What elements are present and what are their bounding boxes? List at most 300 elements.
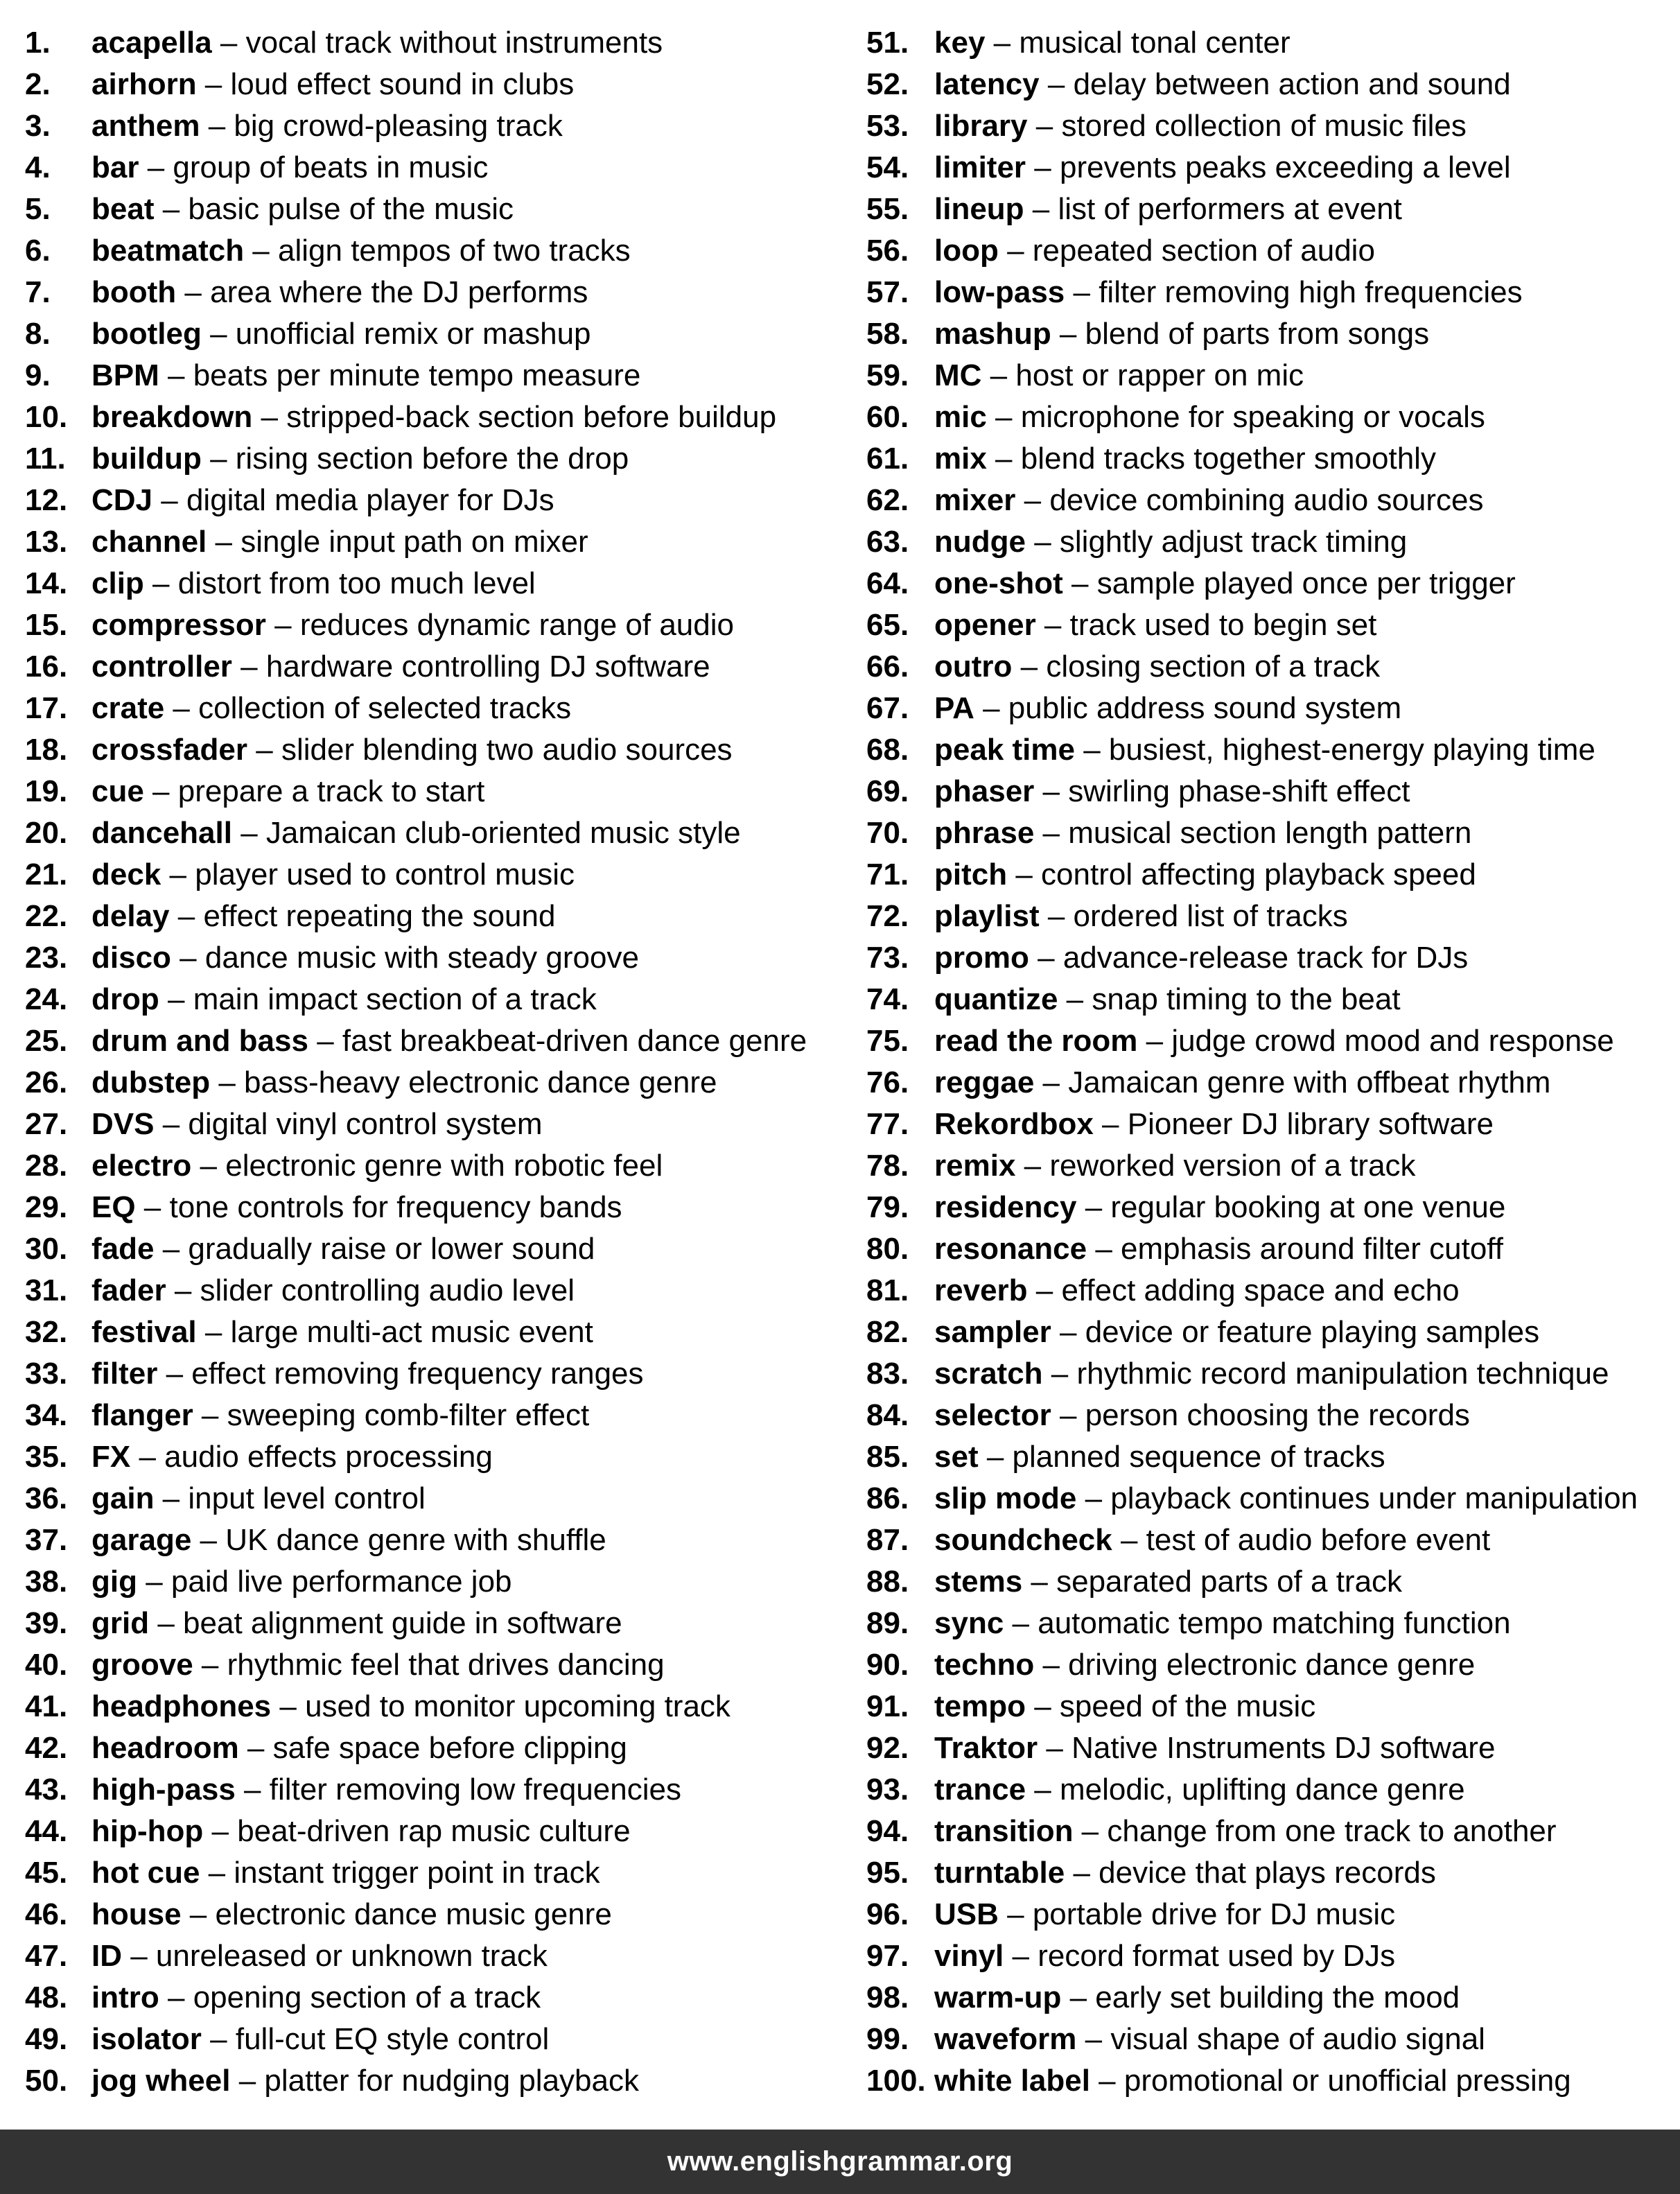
entry-definition: prevents peaks exceeding a level (1059, 150, 1511, 184)
glossary-entry (25, 854, 843, 896)
glossary-entry (866, 397, 1680, 438)
glossary-column-right (866, 22, 1680, 2102)
entry-separator: – (207, 525, 241, 559)
entry-number: 71. (866, 857, 909, 891)
entry-number: 72. (866, 899, 909, 933)
glossary-entry (866, 1686, 1680, 1727)
entry-term: trance (934, 1773, 1026, 1806)
entry-term: beatmatch (91, 234, 245, 268)
entry-number: 12. (25, 483, 68, 517)
glossary-entry (25, 272, 843, 313)
entry-number: 36. (25, 1481, 68, 1515)
entry-number: 68. (866, 733, 909, 767)
entry-separator: – (1073, 1814, 1108, 1848)
entry-separator: – (152, 483, 186, 517)
entry-term: house (91, 1897, 182, 1931)
entry-term: isolator (91, 2022, 202, 2056)
entry-number: 55. (866, 192, 909, 226)
glossary-entry (25, 64, 843, 105)
entry-definition: filter removing high frequencies (1099, 275, 1523, 309)
entry-term: fade (91, 1232, 155, 1266)
entry-definition: loud effect sound in clubs (230, 67, 575, 101)
entry-term: bootleg (91, 317, 202, 351)
entry-term: beat (91, 192, 155, 226)
entry-separator: – (176, 275, 211, 309)
entry-definition: snap timing to the beat (1092, 982, 1401, 1016)
glossary-entry (25, 1811, 843, 1852)
glossary-entry (866, 563, 1680, 604)
entry-definition: blend of parts from songs (1085, 317, 1430, 351)
entry-separator: – (1025, 525, 1060, 559)
glossary-entry (866, 688, 1680, 729)
entry-definition: reworked version of a track (1049, 1149, 1416, 1183)
entry-definition: musical tonal center (1019, 26, 1290, 60)
glossary-entry (866, 604, 1680, 646)
glossary-entry (866, 1894, 1680, 1935)
entry-number: 24. (25, 982, 68, 1016)
entry-separator: – (1076, 2022, 1111, 2056)
entry-term: bar (91, 150, 139, 184)
entry-term: sync (934, 1606, 1004, 1640)
entry-number: 94. (866, 1814, 909, 1848)
entry-number: 35. (25, 1440, 68, 1474)
entry-definition: slightly adjust track timing (1059, 525, 1408, 559)
entry-separator: – (1112, 1523, 1146, 1557)
entry-term: remix (934, 1149, 1016, 1183)
entry-separator: – (252, 400, 287, 434)
entry-term: festival (91, 1315, 197, 1349)
entry-number: 11. (25, 442, 66, 476)
entry-number: 1. (25, 26, 51, 60)
entry-number: 53. (866, 109, 909, 143)
entry-separator: – (154, 192, 189, 226)
entry-separator: – (1034, 1065, 1069, 1099)
entry-separator: – (1022, 1565, 1057, 1599)
entry-definition: rhythmic record manipulation technique (1076, 1357, 1609, 1391)
entry-number: 7. (25, 275, 51, 309)
entry-definition: sweeping comb-filter effect (227, 1398, 590, 1432)
entry-definition: Jamaican club-oriented music style (265, 816, 741, 850)
entry-definition: effect adding space and echo (1061, 1273, 1460, 1307)
entry-number: 2. (25, 67, 51, 101)
entry-separator: – (1058, 982, 1092, 1016)
entry-definition: judge crowd mood and response (1171, 1024, 1614, 1058)
entry-definition: host or rapper on mic (1015, 358, 1304, 392)
entry-term: crossfader (91, 733, 248, 767)
entry-definition: paid live performance job (170, 1565, 512, 1599)
entry-separator: – (154, 1481, 189, 1515)
glossary-entry (25, 2019, 843, 2060)
glossary-entry (866, 1187, 1680, 1228)
glossary-entry (25, 1145, 843, 1187)
entry-definition: swirling phase-shift effect (1068, 774, 1410, 808)
entry-number: 30. (25, 1232, 68, 1266)
entry-separator: – (1051, 1315, 1085, 1349)
entry-term: FX (91, 1440, 131, 1474)
entry-number: 46. (25, 1897, 68, 1931)
entry-number: 69. (866, 774, 909, 808)
entry-term: set (934, 1440, 979, 1474)
entry-term: EQ (91, 1190, 136, 1224)
glossary-entry (866, 2019, 1680, 2060)
entry-number: 47. (25, 1939, 68, 1973)
entry-separator: – (986, 400, 1021, 434)
entry-number: 63. (866, 525, 909, 559)
entry-definition: speed of the music (1059, 1689, 1316, 1723)
glossary-entry (866, 272, 1680, 313)
entry-definition: UK dance genre with shuffle (225, 1523, 606, 1557)
entry-term: latency (934, 67, 1040, 101)
entry-definition: Native Instruments DJ software (1071, 1731, 1496, 1765)
entry-term: controller (91, 650, 232, 684)
entry-number: 95. (866, 1856, 909, 1890)
entry-term: dubstep (91, 1065, 211, 1099)
entry-separator: – (1051, 317, 1085, 351)
entry-term: hot cue (91, 1856, 200, 1890)
glossary-entry (866, 729, 1680, 771)
entry-definition: fast breakbeat-driven dance genre (342, 1024, 807, 1058)
entry-number: 75. (866, 1024, 909, 1058)
entry-number: 93. (866, 1773, 909, 1806)
entry-separator: – (998, 1897, 1033, 1931)
entry-definition: automatic tempo matching function (1038, 1606, 1511, 1640)
entry-separator: – (1034, 1648, 1069, 1682)
entry-separator: – (1087, 1232, 1121, 1266)
entry-separator: – (1015, 483, 1050, 517)
entry-definition: safe space before clipping (272, 1731, 627, 1765)
entry-term: fader (91, 1273, 166, 1307)
glossary-entry (866, 1811, 1680, 1852)
entry-number: 50. (25, 2064, 68, 2098)
entry-separator: – (1065, 1856, 1099, 1890)
entry-separator: – (1024, 192, 1058, 226)
glossary-entry (25, 1312, 843, 1353)
entry-number: 64. (866, 566, 909, 600)
entry-number: 61. (866, 442, 909, 476)
entry-term: reggae (934, 1065, 1035, 1099)
footer-website-link[interactable]: www.englishgrammar.org (667, 2146, 1013, 2177)
entry-definition: device combining audio sources (1049, 483, 1484, 517)
entry-definition: microphone for speaking or vocals (1020, 400, 1485, 434)
entry-term: gain (91, 1481, 155, 1515)
glossary-entry (866, 1104, 1680, 1145)
entry-definition: early set building the mood (1095, 1980, 1460, 2014)
glossary-entry (25, 1228, 843, 1270)
entry-number: 80. (866, 1232, 909, 1266)
entry-separator: – (130, 1440, 165, 1474)
entry-term: mixer (934, 483, 1016, 517)
entry-number: 44. (25, 1814, 68, 1848)
entry-term: lineup (934, 192, 1024, 226)
entry-definition: big crowd-pleasing track (234, 109, 563, 143)
entry-separator: – (159, 358, 193, 392)
glossary-entry (866, 1395, 1680, 1436)
glossary-entry (25, 355, 843, 397)
entry-definition: effect removing frequency ranges (191, 1357, 644, 1391)
entry-number: 17. (25, 691, 68, 725)
entry-term: mic (934, 400, 987, 434)
entry-term: cue (91, 774, 144, 808)
entry-definition: reduces dynamic range of audio (299, 608, 734, 642)
entry-separator: – (157, 1357, 192, 1391)
entry-term: clip (91, 566, 144, 600)
entry-term: delay (91, 899, 170, 933)
entry-definition: planned sequence of tracks (1012, 1440, 1385, 1474)
entry-number: 31. (25, 1273, 68, 1307)
glossary-entry (25, 1104, 843, 1145)
entry-definition: control affecting playback speed (1041, 857, 1476, 891)
entry-number: 48. (25, 1980, 68, 2014)
entry-definition: stripped-back section before buildup (286, 400, 777, 434)
entry-definition: full-cut EQ style control (235, 2022, 550, 2056)
entry-number: 33. (25, 1357, 68, 1391)
entry-definition: vocal track without instruments (245, 26, 663, 60)
entry-definition: advance-release track for DJs (1062, 941, 1469, 975)
glossary-entry (866, 1436, 1680, 1478)
entry-term: turntable (934, 1856, 1065, 1890)
entry-separator: – (166, 1273, 200, 1307)
entry-separator: – (1042, 1357, 1077, 1391)
entry-number: 88. (866, 1565, 909, 1599)
entry-separator: – (122, 1939, 156, 1973)
entry-term: electro (91, 1149, 192, 1183)
entry-separator: – (1076, 1190, 1111, 1224)
entry-term: reverb (934, 1273, 1028, 1307)
entry-number: 45. (25, 1856, 68, 1890)
entry-number: 76. (866, 1065, 909, 1099)
entry-definition: gradually raise or lower sound (188, 1232, 595, 1266)
entry-number: 97. (866, 1939, 909, 1973)
entry-separator: – (235, 1773, 270, 1806)
glossary-entry (866, 1977, 1680, 2019)
entry-term: CDJ (91, 483, 153, 517)
entry-separator: – (1039, 67, 1074, 101)
entry-term: headroom (91, 1731, 239, 1765)
entry-term: groove (91, 1648, 193, 1682)
entry-definition: player used to control music (195, 857, 575, 891)
glossary-entry (866, 1020, 1680, 1062)
entry-number: 77. (866, 1107, 909, 1141)
entry-term: playlist (934, 899, 1040, 933)
entry-number: 6. (25, 234, 51, 268)
glossary-entry (25, 604, 843, 646)
glossary-entry (25, 1603, 843, 1644)
entry-number: 37. (25, 1523, 68, 1557)
glossary-entry (25, 189, 843, 230)
entry-number: 83. (866, 1357, 909, 1391)
entry-separator: – (201, 317, 236, 351)
entry-definition: list of performers at event (1058, 192, 1402, 226)
glossary-entry (25, 1686, 843, 1727)
entry-term: promo (934, 941, 1029, 975)
entry-separator: – (978, 1440, 1013, 1474)
entry-separator: – (201, 2022, 236, 2056)
entry-number: 34. (25, 1398, 68, 1432)
entry-separator: – (1090, 2064, 1124, 2098)
entry-definition: musical section length pattern (1068, 816, 1472, 850)
entry-term: MC (934, 358, 982, 392)
entry-definition: bass-heavy electronic dance genre (244, 1065, 717, 1099)
glossary-entry (25, 1769, 843, 1811)
entry-definition: Pioneer DJ library software (1127, 1107, 1494, 1141)
entry-term: mashup (934, 317, 1051, 351)
entry-separator: – (1034, 816, 1069, 850)
glossary-entry (866, 812, 1680, 854)
entry-separator: – (159, 982, 193, 1016)
entry-term: ID (91, 1939, 122, 1973)
entry-separator: – (1074, 733, 1109, 767)
entry-term: residency (934, 1190, 1077, 1224)
entry-number: 70. (866, 816, 909, 850)
glossary-entry (866, 105, 1680, 147)
entry-definition: used to monitor upcoming track (305, 1689, 730, 1723)
entry-definition: filter removing low frequencies (269, 1773, 681, 1806)
entry-term: drop (91, 982, 159, 1016)
entry-definition: effect repeating the sound (203, 899, 556, 933)
entry-number: 89. (866, 1606, 909, 1640)
entry-definition: beat-driven rap music culture (237, 1814, 631, 1848)
entry-number: 66. (866, 650, 909, 684)
entry-separator: – (1027, 1273, 1062, 1307)
entry-definition: slider blending two audio sources (281, 733, 733, 767)
entry-number: 57. (866, 275, 909, 309)
entry-separator: – (1076, 1481, 1111, 1515)
glossary-entry (866, 1644, 1680, 1686)
entry-separator: – (244, 234, 278, 268)
entry-term: warm-up (934, 1980, 1062, 2014)
glossary-entry (25, 438, 843, 480)
entry-separator: – (1004, 1606, 1038, 1640)
entry-separator: – (1051, 1398, 1085, 1432)
entry-term: quantize (934, 982, 1058, 1016)
entry-term: compressor (91, 608, 266, 642)
entry-term: stems (934, 1565, 1023, 1599)
entry-number: 84. (866, 1398, 909, 1432)
entry-definition: beat alignment guide in software (183, 1606, 622, 1640)
entry-definition: opening section of a track (193, 1980, 541, 2014)
entry-separator: – (139, 150, 173, 184)
glossary-entry (866, 1603, 1680, 1644)
entry-term: dancehall (91, 816, 232, 850)
entry-separator: – (1015, 1149, 1050, 1183)
entry-number: 92. (866, 1731, 909, 1765)
entry-number: 10. (25, 400, 68, 434)
entry-separator: – (265, 608, 300, 642)
entry-definition: repeated section of audio (1032, 234, 1375, 268)
entry-term: phaser (934, 774, 1035, 808)
entry-definition: rising section before the drop (235, 442, 629, 476)
glossary-entry (866, 438, 1680, 480)
entry-definition: input level control (188, 1481, 426, 1515)
glossary-entry (866, 2060, 1680, 2102)
entry-separator: – (1061, 1980, 1096, 2014)
glossary-entry (25, 1187, 843, 1228)
glossary-entry (866, 313, 1680, 355)
entry-number: 9. (25, 358, 51, 392)
entry-separator: – (1038, 1731, 1072, 1765)
entry-definition: align tempos of two tracks (278, 234, 631, 268)
entry-term: read the room (934, 1024, 1138, 1058)
entry-number: 86. (866, 1481, 909, 1515)
glossary-entry (25, 1727, 843, 1769)
glossary-entry (866, 480, 1680, 521)
entry-term: intro (91, 1980, 159, 2014)
glossary-entry (25, 896, 843, 937)
entry-number: 85. (866, 1440, 909, 1474)
glossary-entry (866, 1353, 1680, 1395)
entry-definition: emphasis around filter cutoff (1121, 1232, 1503, 1266)
entry-definition: group of beats in music (173, 150, 489, 184)
entry-definition: promotional or unofficial pressing (1123, 2064, 1571, 2098)
entry-term: jog wheel (91, 2064, 231, 2098)
entry-definition: Jamaican genre with offbeat rhythm (1068, 1065, 1551, 1099)
entry-definition: platter for nudging playback (264, 2064, 639, 2098)
glossary-entry (25, 563, 843, 604)
entry-term: waveform (934, 2022, 1077, 2056)
entry-separator: – (200, 109, 234, 143)
entry-number: 73. (866, 941, 909, 975)
glossary-entry (25, 230, 843, 272)
entry-number: 29. (25, 1190, 68, 1224)
glossary-entry (25, 147, 843, 189)
entry-number: 65. (866, 608, 909, 642)
glossary-column-left (25, 22, 843, 2102)
glossary-entry (866, 189, 1680, 230)
entry-definition: instant trigger point in track (234, 1856, 600, 1890)
entry-term: mix (934, 442, 987, 476)
entry-definition: closing section of a track (1046, 650, 1381, 684)
entry-term: buildup (91, 442, 202, 476)
glossary-entry (25, 480, 843, 521)
entry-separator: – (231, 816, 266, 850)
glossary-entry (866, 1852, 1680, 1894)
entry-number: 32. (25, 1315, 68, 1349)
entry-number: 18. (25, 733, 68, 767)
entry-number: 41. (25, 1689, 68, 1723)
glossary-entry (25, 22, 843, 64)
entry-number: 39. (25, 1606, 68, 1640)
entry-definition: stored collection of music files (1061, 109, 1467, 143)
entry-separator: – (1029, 941, 1063, 975)
entry-number: 56. (866, 234, 909, 268)
entry-term: tempo (934, 1689, 1026, 1723)
entry-number: 100. (866, 2064, 926, 2098)
entry-term: drum and bass (91, 1024, 308, 1058)
entry-term: soundcheck (934, 1523, 1112, 1557)
entry-separator: – (191, 1523, 226, 1557)
entry-term: airhorn (91, 67, 197, 101)
entry-number: 59. (866, 358, 909, 392)
entry-definition: digital vinyl control system (188, 1107, 543, 1141)
entry-term: sampler (934, 1315, 1051, 1349)
glossary-entry (866, 147, 1680, 189)
entry-term: key (934, 26, 986, 60)
entry-separator: – (998, 234, 1033, 268)
glossary-entry (25, 2060, 843, 2102)
entry-separator: – (196, 67, 231, 101)
entry-number: 52. (866, 67, 909, 101)
entry-term: selector (934, 1398, 1051, 1432)
entry-separator: – (1026, 150, 1060, 184)
entry-separator: – (210, 1065, 245, 1099)
entry-number: 78. (866, 1149, 909, 1183)
entry-term: headphones (91, 1689, 272, 1723)
glossary-entry (25, 1520, 843, 1561)
entry-number: 51. (866, 26, 909, 60)
entry-separator: – (1004, 1939, 1038, 1973)
entry-separator: – (154, 1232, 189, 1266)
entry-separator: – (1026, 1773, 1060, 1806)
